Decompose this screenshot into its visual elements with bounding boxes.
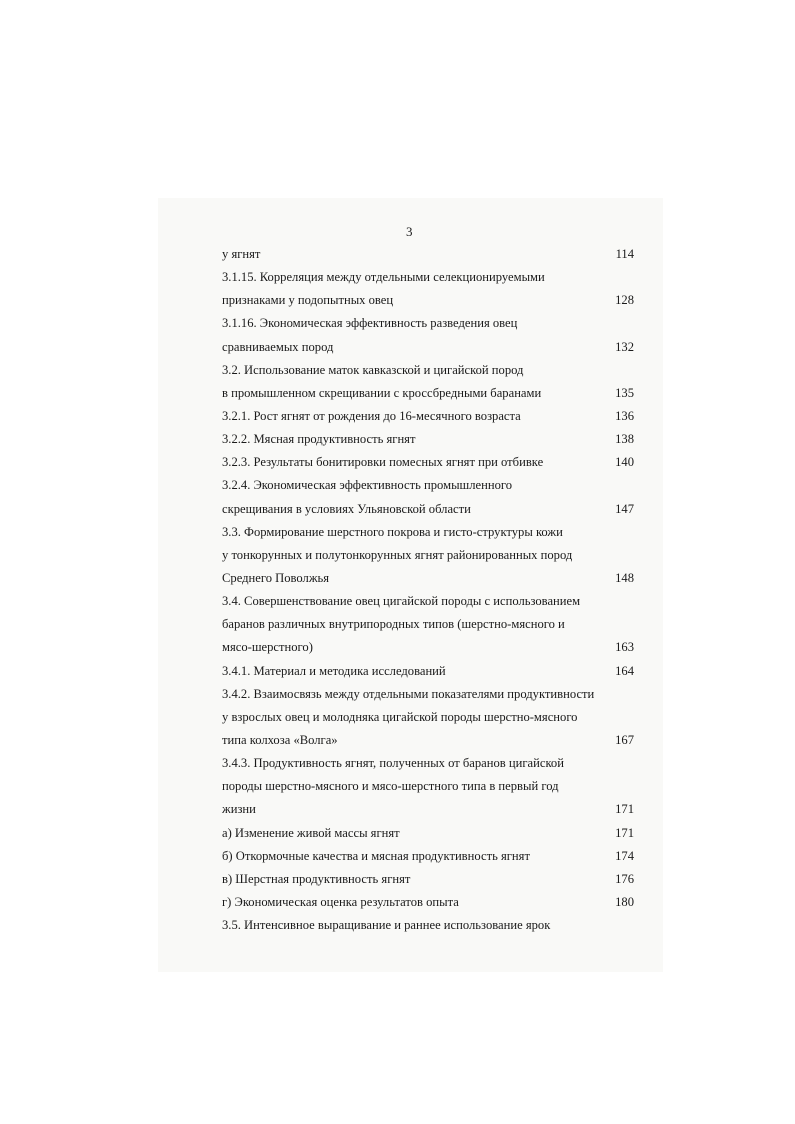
toc-line xyxy=(222,546,634,569)
toc-line xyxy=(222,453,634,476)
toc-line xyxy=(222,847,634,870)
toc-line xyxy=(222,685,634,708)
toc-line xyxy=(222,638,634,661)
toc-line xyxy=(222,800,634,823)
toc-line xyxy=(222,824,634,847)
toc-page-number: 132 xyxy=(615,339,634,354)
toc-entry-text: а) Изменение живой массы ягнят xyxy=(222,825,400,840)
toc-entry-text: мясо-шерстного) xyxy=(222,640,313,655)
toc-entry-text: баранов различных внутрипородных типов (шерстно-мясного и xyxy=(222,617,565,632)
toc-line xyxy=(222,754,634,777)
toc-page-number: 164 xyxy=(615,663,634,678)
toc-entry-text: 3.2.3. Результаты бонитировки помесных ягнят при отбивке xyxy=(222,455,544,470)
toc-page-number: 140 xyxy=(615,455,634,470)
toc-page-number: 171 xyxy=(615,802,634,817)
toc-line xyxy=(222,500,634,523)
toc-line xyxy=(222,523,634,546)
toc-entry-text: 3.4.1. Материал и методика исследований xyxy=(222,663,446,678)
toc-line xyxy=(222,291,634,314)
toc-line xyxy=(222,245,634,268)
toc-entry-text: 3.4. Совершенствование овец цигайской породы с использованием xyxy=(222,594,581,609)
toc-entry-text: породы шерстно-мясного и мясо-шерстного типа в первый год xyxy=(222,779,559,794)
toc-entry-text: сравниваемых пород xyxy=(222,339,334,354)
table-of-contents xyxy=(222,245,634,939)
toc-entry-text: в промышленном скрещивании с кроссбредными баранами xyxy=(222,385,542,400)
toc-line xyxy=(222,476,634,499)
toc-page-number: 135 xyxy=(615,385,634,400)
page-number: 3 xyxy=(406,224,413,239)
toc-entry-text: скрещивания в условиях Ульяновской области xyxy=(222,501,471,516)
toc-line xyxy=(222,407,634,430)
toc-entry-text: Среднего Поволжья xyxy=(222,570,330,585)
toc-entry-text: у ягнят xyxy=(222,247,261,261)
toc-entry-text: 3.4.2. Взаимосвязь между отдельными показателями продуктивности xyxy=(222,686,595,701)
toc-entry-text: 3.2. Использование маток кавказской и цигайской пород xyxy=(222,362,524,377)
toc-line xyxy=(222,916,634,939)
toc-line xyxy=(222,893,634,916)
toc-page-number: 180 xyxy=(615,894,634,909)
toc-line xyxy=(222,592,634,615)
toc-entry-text: 3.1.16. Экономическая эффективность разведения овец xyxy=(222,316,518,331)
toc-line xyxy=(222,338,634,361)
toc-entry-text: 3.3. Формирование шерстного покрова и гисто-структуры кожи xyxy=(222,524,563,539)
toc-page-number: 128 xyxy=(615,293,634,308)
toc-line xyxy=(222,731,634,754)
toc-line xyxy=(222,384,634,407)
toc-page-number: 176 xyxy=(615,871,634,886)
toc-page-number: 148 xyxy=(615,570,634,585)
toc-entry-text: 3.2.1. Рост ягнят от рождения до 16-месячного возраста xyxy=(222,408,521,423)
toc-entry-text: у взрослых овец и молодняка цигайской породы шерстно-мясного xyxy=(222,709,578,724)
toc-line xyxy=(222,777,634,800)
toc-entry-text: у тонкорунных и полутонкорунных ягнят районированных пород xyxy=(222,547,573,562)
toc-line xyxy=(222,314,634,337)
toc-entry-text: признаками у подопытных овец xyxy=(222,293,394,308)
toc-entry-text: б) Откормочные качества и мясная продуктивность ягнят xyxy=(222,848,530,863)
toc-entry-text: г) Экономическая оценка результатов опыта xyxy=(222,894,459,909)
toc-page-number: 147 xyxy=(615,501,634,516)
toc-page-number: 174 xyxy=(615,848,634,863)
toc-entry-text: типа колхоза «Волга» xyxy=(222,732,338,747)
toc-entry-text: жизни xyxy=(222,802,256,817)
toc-line xyxy=(222,615,634,638)
toc-entry-text: 3.1.15. Корреляция между отдельными селекционируемыми xyxy=(222,270,545,285)
toc-line xyxy=(222,662,634,685)
toc-line xyxy=(222,430,634,453)
toc-entry-text: 3.2.4. Экономическая эффективность промышленного xyxy=(222,478,513,493)
toc-line xyxy=(222,708,634,731)
toc-page-number: 167 xyxy=(615,732,634,747)
toc-line xyxy=(222,870,634,893)
toc-page-number: 138 xyxy=(615,432,634,447)
toc-entry-text: 3.4.3. Продуктивность ягнят, полученных от баранов цигайской xyxy=(222,756,564,771)
toc-entry-text: 3.5. Интенсивное выращивание и раннее использование ярок xyxy=(222,918,551,933)
toc-page-number: 114 xyxy=(615,247,634,261)
toc-line xyxy=(222,361,634,384)
toc-entry-text: 3.2.2. Мясная продуктивность ягнят xyxy=(222,432,416,447)
toc-page-number: 171 xyxy=(615,825,634,840)
toc-line xyxy=(222,268,634,291)
toc-page-number: 136 xyxy=(615,408,634,423)
toc-page-number: 163 xyxy=(615,640,634,655)
toc-entry-text: в) Шерстная продуктивность ягнят xyxy=(222,871,411,886)
toc-line xyxy=(222,569,634,592)
